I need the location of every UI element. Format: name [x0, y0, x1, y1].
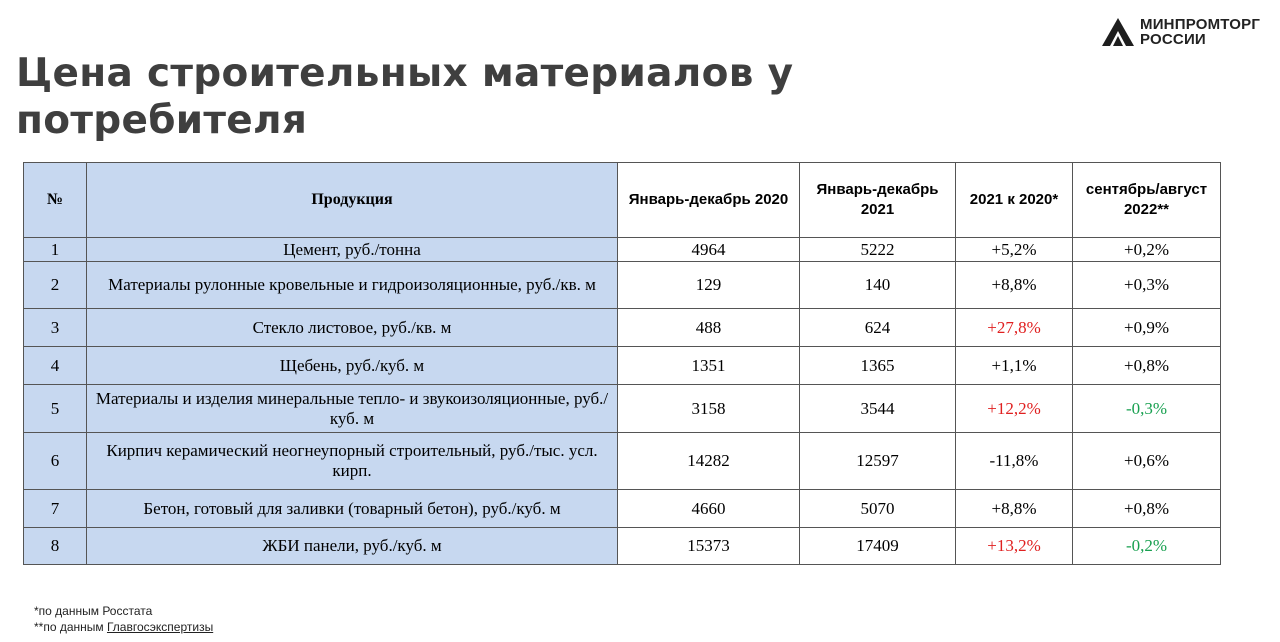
row-month-change: +0,8%	[1073, 490, 1221, 528]
row-month-change: +0,9%	[1073, 309, 1221, 347]
row-value-2020: 14282	[618, 433, 800, 490]
row-product: ЖБИ панели, руб./куб. м	[87, 528, 618, 565]
footnote-rosstat: *по данным Росстата	[34, 604, 153, 618]
header-2021: Январь-декабрь 2021	[800, 163, 956, 238]
row-value-2021: 1365	[800, 347, 956, 385]
row-change: +12,2%	[956, 385, 1073, 433]
row-number: 3	[24, 309, 87, 347]
header-change: 2021 к 2020*	[956, 163, 1073, 238]
row-value-2021: 140	[800, 262, 956, 309]
row-product: Бетон, готовый для заливки (товарный бетон), руб./куб. м	[87, 490, 618, 528]
row-month-change: +0,8%	[1073, 347, 1221, 385]
row-product: Кирпич керамический неогнеупорный строительный, руб./тыс. усл. кирп.	[87, 433, 618, 490]
row-number: 1	[24, 238, 87, 262]
row-change: +1,1%	[956, 347, 1073, 385]
row-product: Стекло листовое, руб./кв. м	[87, 309, 618, 347]
table-row	[24, 347, 1221, 385]
row-value-2021: 5070	[800, 490, 956, 528]
footnote-glavgos-prefix: **по данным	[34, 620, 107, 634]
logo-text-line2: РОССИИ	[1140, 31, 1206, 48]
row-value-2020: 488	[618, 309, 800, 347]
row-number: 8	[24, 528, 87, 565]
row-month-change: +0,2%	[1073, 238, 1221, 262]
table-row	[24, 433, 1221, 490]
row-month-change: -0,3%	[1073, 385, 1221, 433]
header-2020: Январь-декабрь 2020	[618, 163, 800, 238]
row-value-2020: 4964	[618, 238, 800, 262]
footnote-glavgos-name: Главгосэкспертизы	[106, 620, 214, 634]
row-value-2021: 17409	[800, 528, 956, 565]
row-change: +5,2%	[956, 238, 1073, 262]
prices-table	[23, 162, 1221, 565]
header-product: Продукция	[87, 163, 618, 238]
ministry-logo	[1102, 16, 1262, 48]
row-value-2020: 1351	[618, 347, 800, 385]
logo-triangle-icon	[1102, 18, 1134, 46]
row-change: +8,8%	[956, 262, 1073, 309]
row-month-change: -0,2%	[1073, 528, 1221, 565]
header-month: сентябрь/август 2022**	[1073, 163, 1221, 238]
row-number: 6	[24, 433, 87, 490]
table-header-row	[24, 163, 1221, 238]
row-value-2021: 5222	[800, 238, 956, 262]
row-value-2020: 4660	[618, 490, 800, 528]
table-row	[24, 528, 1221, 565]
row-value-2021: 12597	[800, 433, 956, 490]
row-value-2021: 3544	[800, 385, 956, 433]
row-number: 4	[24, 347, 87, 385]
row-month-change: +0,3%	[1073, 262, 1221, 309]
row-product: Цемент, руб./тонна	[87, 238, 618, 262]
row-change: +8,8%	[956, 490, 1073, 528]
footnotes	[34, 603, 213, 635]
table-row	[24, 490, 1221, 528]
row-value-2020: 3158	[618, 385, 800, 433]
row-change: -11,8%	[956, 433, 1073, 490]
page-title: Цена строительных материалов у потребителя	[16, 51, 794, 143]
footnote-glavgos	[34, 619, 213, 635]
table-row	[24, 238, 1221, 262]
row-change: +13,2%	[956, 528, 1073, 565]
table-row	[24, 262, 1221, 309]
row-product: Щебень, руб./куб. м	[87, 347, 618, 385]
row-value-2020: 129	[618, 262, 800, 309]
row-number: 7	[24, 490, 87, 528]
row-number: 5	[24, 385, 87, 433]
logo-text-line1: МИНПРОМТОРГ	[1140, 16, 1261, 33]
row-product: Материалы рулонные кровельные и гидроизоляционные, руб./кв. м	[87, 262, 618, 309]
row-value-2021: 624	[800, 309, 956, 347]
row-month-change: +0,6%	[1073, 433, 1221, 490]
table-row	[24, 385, 1221, 433]
row-change: +27,8%	[956, 309, 1073, 347]
table-row	[24, 309, 1221, 347]
row-product: Материалы и изделия минеральные тепло- и звукоизоляционные, руб./куб. м	[87, 385, 618, 433]
row-value-2020: 15373	[618, 528, 800, 565]
row-number: 2	[24, 262, 87, 309]
header-number: №	[24, 163, 87, 238]
